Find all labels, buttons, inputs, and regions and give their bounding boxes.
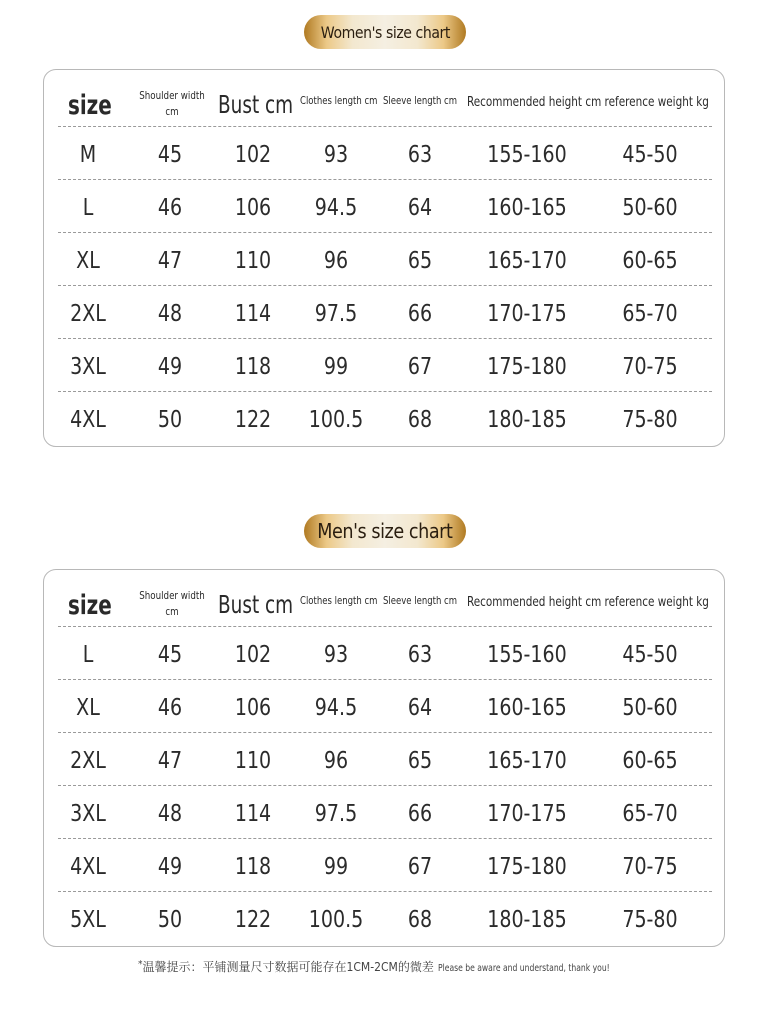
- footnote-asterisk: *: [138, 959, 143, 970]
- cell-size: 4XL: [70, 407, 106, 433]
- cell-sleeve-length: 66: [407, 801, 433, 827]
- cell-weight: 45-50: [622, 142, 678, 168]
- cell-bust: 114: [234, 801, 272, 827]
- cell-bust: 106: [234, 195, 272, 221]
- cell-bust: 118: [234, 354, 272, 380]
- header-recommended-height-weight: Recommended height cm reference weight kg: [467, 94, 709, 110]
- men-size-table: [43, 569, 725, 947]
- header-size: size: [68, 90, 112, 121]
- cell-clothes-length: 96: [323, 748, 349, 774]
- cell-bust: 114: [234, 301, 272, 327]
- cell-sleeve-length: 64: [407, 195, 433, 221]
- cell-height: 175-180: [487, 354, 567, 380]
- row-divider: [58, 891, 712, 892]
- cell-sleeve-length: 65: [407, 248, 433, 274]
- cell-sleeve-length: 65: [407, 748, 433, 774]
- cell-height: 160-165: [487, 195, 567, 221]
- header-bust: Bust cm: [218, 90, 294, 119]
- women-size-chart-title: Women's size chart: [320, 22, 450, 42]
- footnote: [138, 958, 640, 975]
- cell-shoulder: 46: [157, 695, 183, 721]
- row-divider: [58, 285, 712, 286]
- header-clothes-length: Clothes length cm: [300, 94, 378, 107]
- cell-bust: 122: [234, 907, 272, 933]
- cell-clothes-length: 96: [323, 248, 349, 274]
- cell-clothes-length: 100.5: [308, 407, 364, 433]
- cell-weight: 50-60: [622, 695, 678, 721]
- row-divider: [58, 626, 712, 627]
- cell-shoulder: 50: [157, 907, 183, 933]
- cell-size: L: [82, 642, 94, 668]
- footnote-english: Please be aware and understand, thank you!: [437, 963, 610, 974]
- header-sleeve-length: Sleeve length cm: [383, 94, 458, 107]
- women-size-table: [43, 69, 725, 447]
- row-divider: [58, 785, 712, 786]
- cell-height: 170-175: [487, 801, 567, 827]
- cell-height: 180-185: [487, 907, 567, 933]
- cell-shoulder: 50: [157, 407, 183, 433]
- cell-sleeve-length: 68: [407, 407, 433, 433]
- cell-height: 180-185: [487, 407, 567, 433]
- cell-height: 155-160: [487, 642, 567, 668]
- cell-shoulder: 47: [157, 748, 183, 774]
- row-divider: [58, 732, 712, 733]
- header-sleeve-length: Sleeve length cm: [383, 594, 458, 607]
- women-size-chart-title-badge: [304, 15, 466, 49]
- cell-sleeve-length: 63: [407, 642, 433, 668]
- cell-weight: 75-80: [622, 407, 678, 433]
- cell-sleeve-length: 67: [407, 854, 433, 880]
- row-divider: [58, 679, 712, 680]
- cell-height: 165-170: [487, 748, 567, 774]
- header-recommended-height-weight: Recommended height cm reference weight kg: [467, 594, 709, 610]
- cell-weight: 75-80: [622, 907, 678, 933]
- cell-size: XL: [76, 248, 100, 274]
- cell-shoulder: 49: [157, 854, 183, 880]
- cell-size: L: [82, 195, 94, 221]
- cell-weight: 65-70: [622, 301, 678, 327]
- cell-bust: 122: [234, 407, 272, 433]
- header-shoulder-width: Shoulder width cm: [139, 589, 205, 618]
- cell-height: 170-175: [487, 301, 567, 327]
- cell-bust: 118: [234, 854, 272, 880]
- header-bust: Bust cm: [218, 590, 294, 619]
- cell-weight: 45-50: [622, 642, 678, 668]
- header-shoulder-width: Shoulder width cm: [139, 89, 205, 118]
- row-divider: [58, 838, 712, 839]
- cell-bust: 110: [234, 248, 272, 274]
- cell-clothes-length: 97.5: [314, 301, 358, 327]
- cell-weight: 50-60: [622, 195, 678, 221]
- header-clothes-length: Clothes length cm: [300, 594, 378, 607]
- cell-bust: 110: [234, 748, 272, 774]
- cell-size: 3XL: [70, 354, 106, 380]
- cell-shoulder: 45: [157, 142, 183, 168]
- cell-size: 3XL: [70, 801, 106, 827]
- cell-clothes-length: 94.5: [314, 695, 358, 721]
- men-size-chart-title-badge: [304, 514, 466, 548]
- cell-sleeve-length: 64: [407, 695, 433, 721]
- cell-clothes-length: 99: [323, 354, 349, 380]
- cell-height: 155-160: [487, 142, 567, 168]
- cell-shoulder: 49: [157, 354, 183, 380]
- row-divider: [58, 391, 712, 392]
- cell-bust: 106: [234, 695, 272, 721]
- footnote-chinese: 温馨提示：平铺测量尺寸数据可能存在1CM-2CM的微差: [142, 960, 434, 974]
- cell-sleeve-length: 68: [407, 907, 433, 933]
- header-size: size: [68, 590, 112, 621]
- cell-weight: 70-75: [622, 854, 678, 880]
- cell-shoulder: 47: [157, 248, 183, 274]
- men-size-chart-title: Men's size chart: [317, 519, 453, 543]
- cell-clothes-length: 99: [323, 854, 349, 880]
- cell-size: M: [79, 142, 97, 168]
- cell-size: 2XL: [70, 748, 106, 774]
- row-divider: [58, 126, 712, 127]
- cell-height: 175-180: [487, 854, 567, 880]
- cell-size: 4XL: [70, 854, 106, 880]
- cell-shoulder: 46: [157, 195, 183, 221]
- cell-size: 2XL: [70, 301, 106, 327]
- cell-shoulder: 48: [157, 301, 183, 327]
- row-divider: [58, 232, 712, 233]
- cell-bust: 102: [234, 142, 272, 168]
- cell-bust: 102: [234, 642, 272, 668]
- cell-sleeve-length: 66: [407, 301, 433, 327]
- cell-clothes-length: 93: [323, 142, 349, 168]
- cell-sleeve-length: 67: [407, 354, 433, 380]
- cell-clothes-length: 100.5: [308, 907, 364, 933]
- cell-weight: 60-65: [622, 248, 678, 274]
- cell-shoulder: 48: [157, 801, 183, 827]
- cell-height: 165-170: [487, 248, 567, 274]
- cell-weight: 70-75: [622, 354, 678, 380]
- cell-size: XL: [76, 695, 100, 721]
- row-divider: [58, 179, 712, 180]
- cell-size: 5XL: [70, 907, 106, 933]
- cell-height: 160-165: [487, 695, 567, 721]
- cell-clothes-length: 93: [323, 642, 349, 668]
- row-divider: [58, 338, 712, 339]
- cell-weight: 65-70: [622, 801, 678, 827]
- cell-clothes-length: 94.5: [314, 195, 358, 221]
- cell-shoulder: 45: [157, 642, 183, 668]
- cell-clothes-length: 97.5: [314, 801, 358, 827]
- cell-sleeve-length: 63: [407, 142, 433, 168]
- cell-weight: 60-65: [622, 748, 678, 774]
